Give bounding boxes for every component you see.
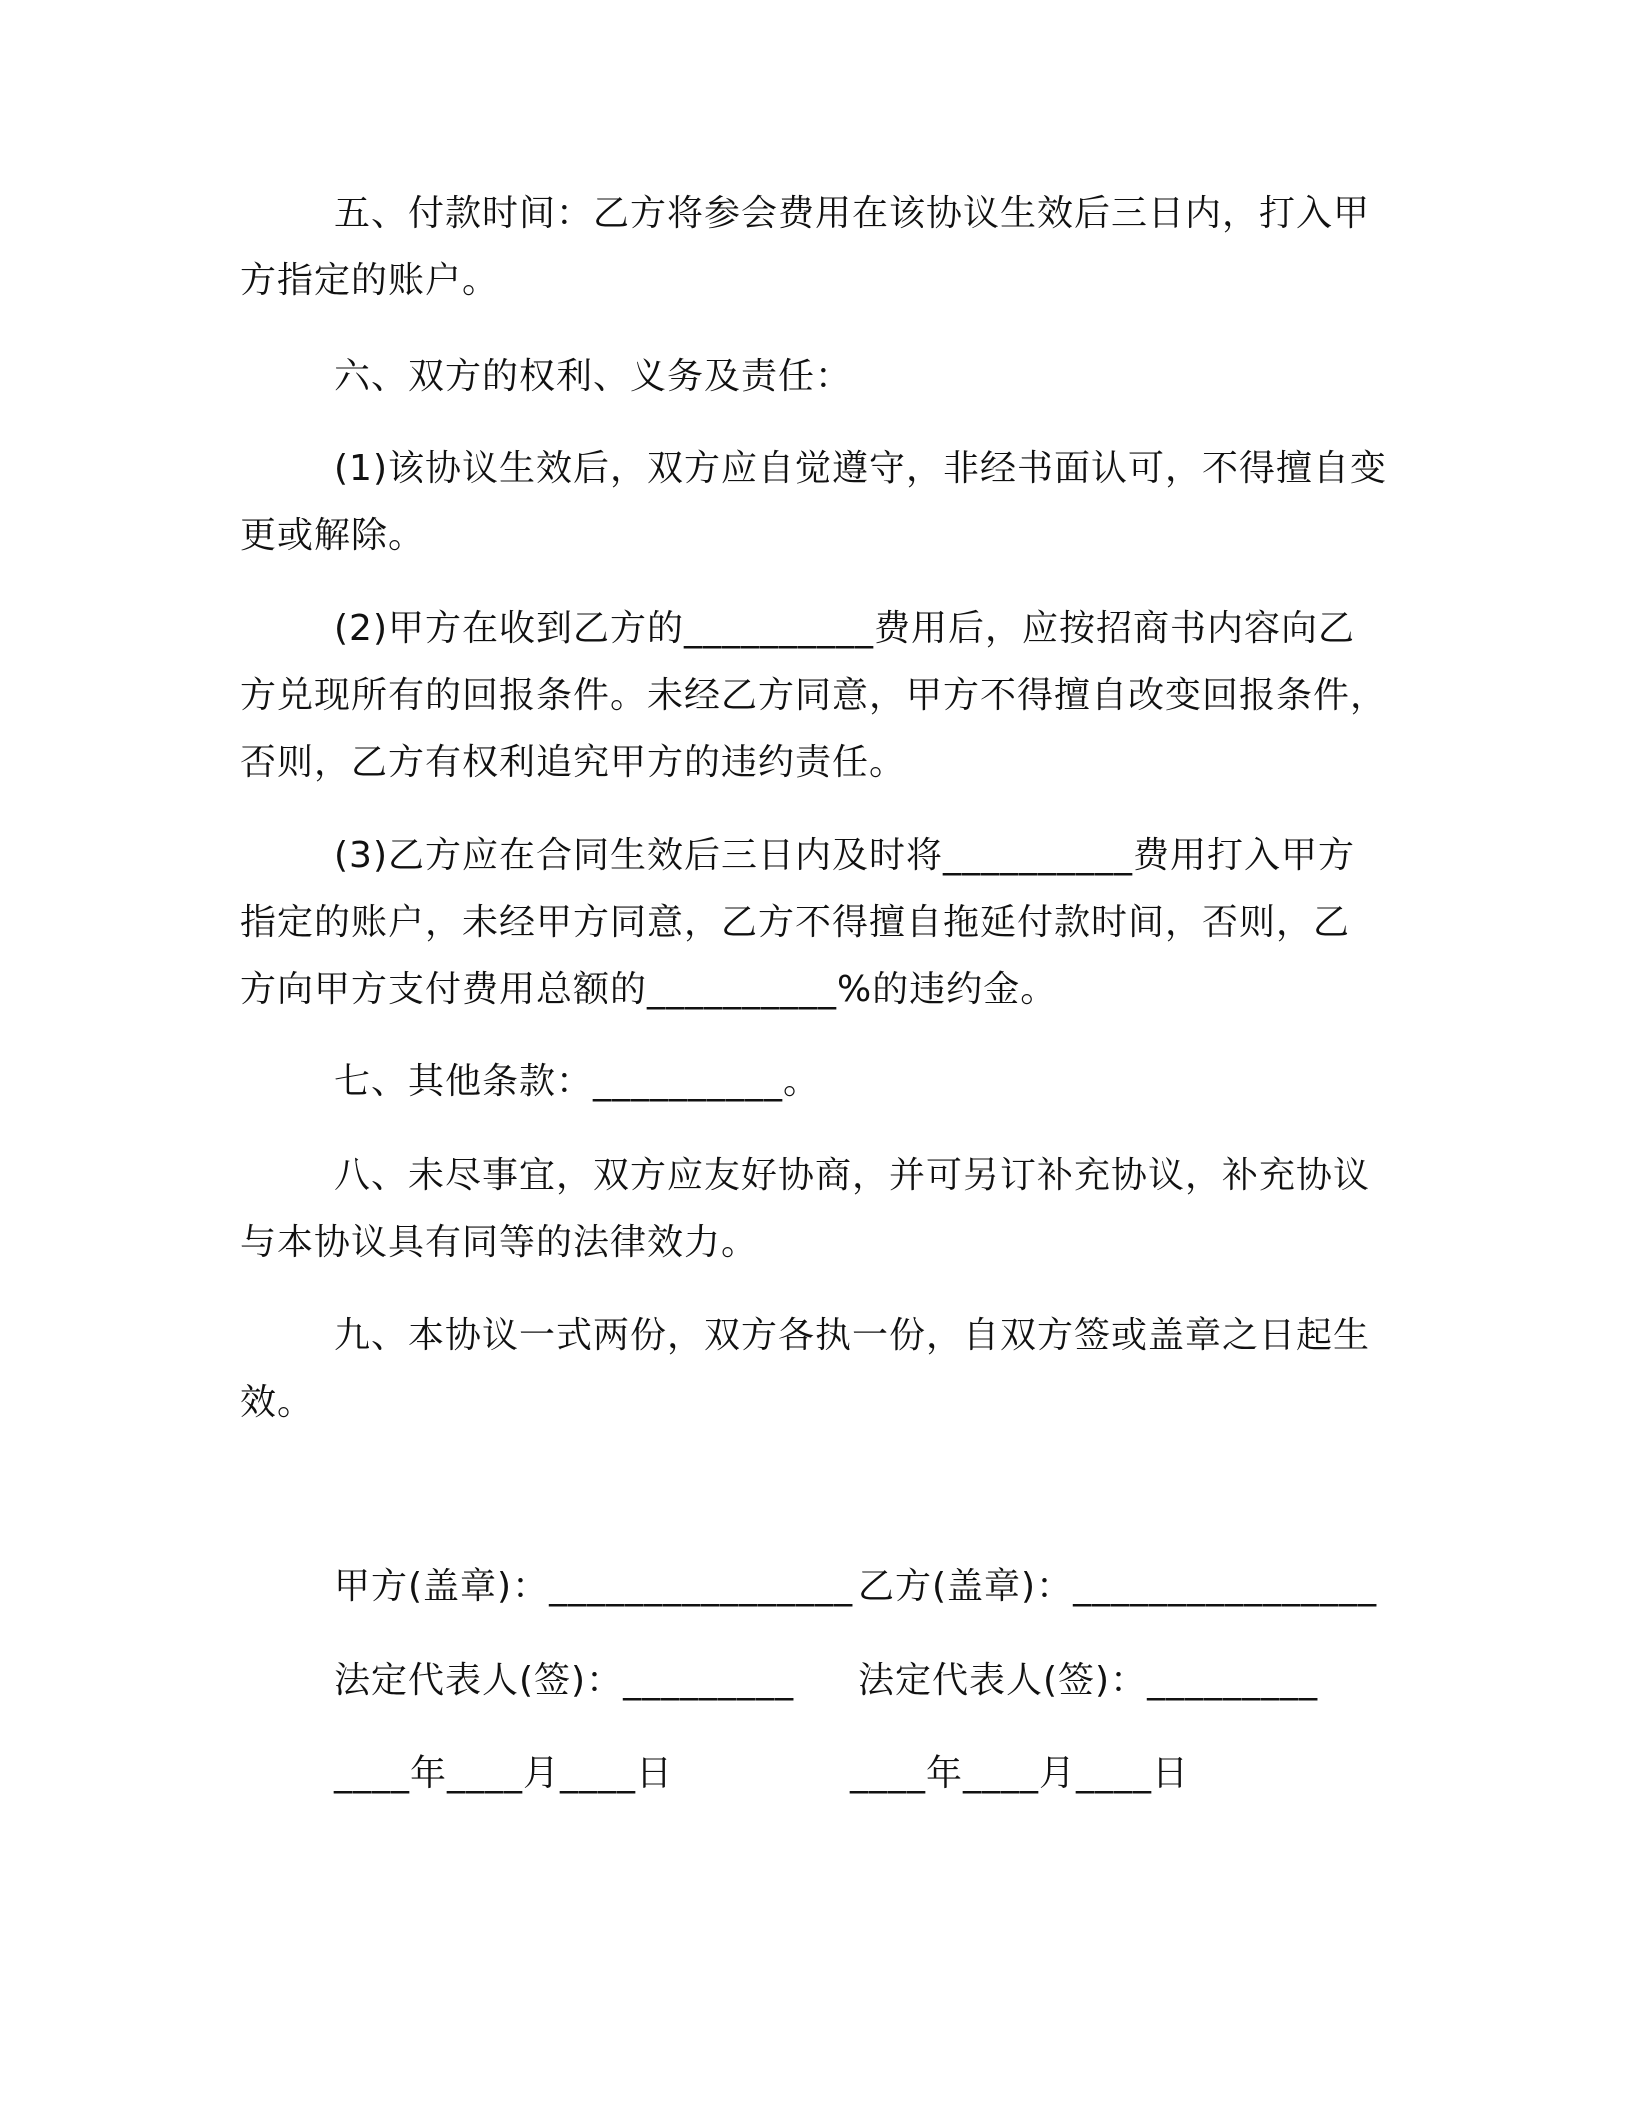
clause-9-copies-effect (240, 1302, 1390, 1436)
clause-8-supplementary (240, 1142, 1390, 1276)
party-b-date-line: ____年____月____日 (850, 1753, 1190, 1794)
clause-line: 效。 (240, 1382, 315, 1423)
clause-line: (1)该协议生效后，双方应自觉遵守，非经书面认可，不得擅自变 (334, 448, 1387, 489)
party-b-representative-line: 法定代表人(签)：_________ (858, 1660, 1319, 1701)
party-b-seal-line: 乙方(盖章)：________________ (858, 1566, 1378, 1607)
clause-line: 方向甲方支付费用总额的__________%的违约金。 (240, 969, 1058, 1010)
clause-7-other-terms (240, 1048, 1390, 1115)
clause-line: (3)乙方应在合同生效后三日内及时将__________费用打入甲方 (334, 835, 1355, 876)
party-a-date-line: ____年____月____日 (334, 1753, 674, 1794)
clause-line: 与本协议具有同等的法律效力。 (240, 1222, 759, 1263)
clause-5-payment-time (240, 180, 1390, 314)
clause-line: 七、其他条款：__________。 (334, 1061, 821, 1102)
sub-clause-1 (240, 435, 1390, 569)
clause-line: 方指定的账户。 (240, 260, 500, 301)
clause-line: 五、付款时间：乙方将参会费用在该协议生效后三日内，打入甲 (334, 193, 1371, 234)
sub-clause-2 (240, 595, 1390, 796)
clause-line: 指定的账户，未经甲方同意，乙方不得擅自拖延付款时间，否则，乙 (240, 902, 1351, 943)
party-a-representative-line: 法定代表人(签)：_________ (334, 1660, 795, 1701)
clause-line: 六、双方的权利、义务及责任： (334, 356, 853, 397)
clause-line: 九、本协议一式两份，双方各执一份，自双方签或盖章之日起生 (334, 1315, 1371, 1356)
clause-line: 否则，乙方有权利追究甲方的违约责任。 (240, 742, 907, 783)
clause-line: (2)甲方在收到乙方的__________费用后，应按招商书内容向乙 (334, 608, 1355, 649)
party-a-seal-line: 甲方(盖章)：________________ (334, 1566, 854, 1607)
clause-6-rights-obligations (240, 343, 1390, 410)
sub-clause-3 (240, 822, 1390, 1023)
clause-line: 八、未尽事宜，双方应友好协商，并可另订补充协议，补充协议 (334, 1155, 1371, 1196)
clause-line: 更或解除。 (240, 515, 426, 556)
clause-line: 方兑现所有的回报条件。未经乙方同意，甲方不得擅自改变回报条件， (240, 675, 1388, 716)
